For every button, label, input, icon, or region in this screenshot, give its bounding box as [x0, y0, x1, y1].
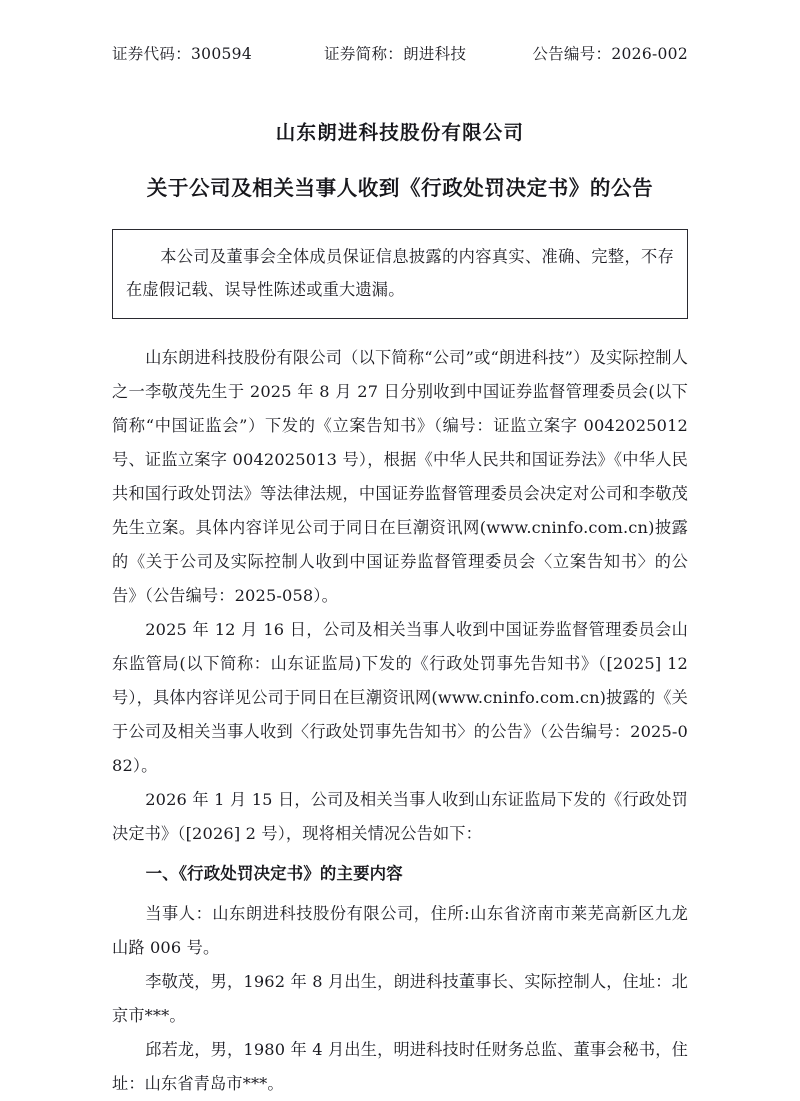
- disclaimer-box: [112, 229, 688, 319]
- announcement-number-value: 2026-002: [611, 45, 688, 63]
- security-code-value: 300594: [191, 45, 252, 63]
- announcement-number: [532, 42, 688, 64]
- security-code: [112, 42, 252, 64]
- paragraph-party-company: 当事人：山东朗进科技股份有限公司，住所:山东省济南市莱芜高新区九龙山路 006 号。: [112, 904, 688, 957]
- paragraph-party-chairman: 李敬茂，男，1962 年 8 月出生，朗进科技董事长、实际控制人，住址：北京市***。: [112, 972, 688, 1025]
- paragraph-party-cfo: 邱若龙，男，1980 年 4 月出生，明进科技时任财务总监、董事会秘书，住址：山东省青岛市***。: [112, 1040, 688, 1093]
- announcement-number-label: 公告编号：: [532, 45, 612, 63]
- paragraph-decision-receipt: 2026 年 1 月 15 日，公司及相关当事人收到山东证监局下发的《行政处罚决定书》（[2026] 2 号），现将相关情况公告如下：: [112, 790, 688, 843]
- security-name-label: 证券简称：: [324, 45, 404, 63]
- paragraph-filing-notice: 山东朗进科技股份有限公司（以下简称“公司”或“朗进科技”）及实际控制人之一李敬茂先生于 2025 年 8 月 27 日分别收到中国证券监督管理委员会(以下简称“中国证监会”）下发的《立案告知书》（编号：证监立案字 0042025012 号、证监立案字 0042025013 号），根据《中华人民共和国证券法》《中华人民共和国行政处罚法》等法律法规，中国证券监督管理委员会决定对公司和李敬茂先生立案。具体内容详见公司于同日在巨潮资讯网(www.cninfo.com.cn)披露的《关于公司及实际控制人收到中国证券监督管理委员会〈立案告知书〉的公告》（公告编号：2025-058）。: [112, 348, 688, 605]
- section-heading-main-content: 一、《行政处罚决定书》的主要内容: [145, 864, 403, 883]
- document-header: [112, 0, 688, 64]
- page-title: 关于公司及相关当事人收到《行政处罚决定书》的公告: [146, 176, 654, 200]
- disclaimer-text: 本公司及董事会全体成员保证信息披露的内容真实、准确、完整，不存在虚假记载、误导性陈述或重大遗漏。: [126, 247, 674, 299]
- company-title: 山东朗进科技股份有限公司: [275, 121, 525, 144]
- security-code-label: 证券代码：: [112, 45, 192, 63]
- security-name-value: 朗进科技: [403, 45, 467, 63]
- document-body: [112, 341, 688, 1101]
- title-block: [112, 117, 688, 201]
- paragraph-prior-notice: 2025 年 12 月 16 日，公司及相关当事人收到中国证券监督管理委员会山东监管局(以下简称：山东证监局)下发的《行政处罚事先告知书》（[2025] 12 号），具体内容详见公司于同日在巨潮资讯网(www.cninfo.com.cn)披露的《关于公司及相关当事人收到〈行政处罚事先告知书〉的公告》（公告编号：2025-082）。: [112, 620, 688, 775]
- security-name: [324, 42, 466, 64]
